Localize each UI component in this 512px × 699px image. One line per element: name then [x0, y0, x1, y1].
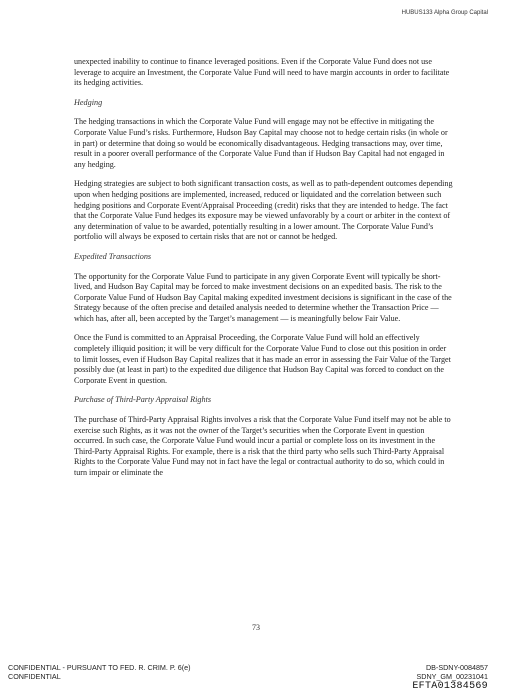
document-body	[74, 57, 454, 488]
footer-confidential-label: CONFIDENTIAL	[8, 672, 61, 681]
footer-bates	[416, 663, 488, 681]
paragraph-hedging-effectiveness: The hedging transactions in which the Corporate Value Fund will engage may not be effective in mitigating the Corporate Value Fund’s risks. Furthermore, Hudson Bay Capital may choose not to hedge certain risks (in whole or in part) or determine that doing so would be economically disadvantageous. Hedging transactions may, over time, result in a poorer overall performance of the Corporate Value Fund than if Hudson Bay Capital had not engaged in any hedging.	[74, 117, 448, 169]
section-heading-expedited: Expedited Transactions	[74, 251, 152, 261]
footer-confidential-notice: CONFIDENTIAL - PURSUANT TO FED. R. CRIM. P. 6(e)	[8, 663, 191, 672]
page-number: 73	[252, 623, 260, 632]
bates-number-db: DB-SDNY-0084857	[425, 663, 488, 672]
footer-confidentiality	[8, 663, 191, 681]
bates-number-sdny: SDNY_GM_00231041	[416, 672, 488, 681]
paragraph-illiquid-position: Once the Fund is committed to an Appraisal Proceeding, the Corporate Value Fund will hold an effectively completely illiquid position; it will be very difficult for the Corporate Value Fund to close out this position in order to limit losses, even if Hudson Bay Capital realizes that it has made an error in assessing the Fair Value of the Target possibly due (at least in part) to the expedited due diligence that Hudson Bay Capital was forced to conduct on the Corporate Event in question.	[74, 333, 451, 385]
section-heading-hedging: Hedging	[74, 97, 103, 107]
document-header-tag: HUBUS133 Alpha Group Capital	[401, 10, 488, 16]
paragraph-hedging-strategies: Hedging strategies are subject to both significant transaction costs, as well as to path-dependent outcomes depending upon when hedging positions are implemented, increased, reduced or liquidated and the correlation between such hedging positions and Corporate Event/Appraisal Proceeding (credit) risks that they are intended to hedge. The fact that the Corporate Value Fund hedges its exposure may be viewed unfavorably by a court or arbiter in the context of any determination of value to be awarded, potentially resulting in a lower amount. The Corporate Value Fund’s portfolio will always be exposed to certain risks that are not or cannot be hedged.	[74, 179, 453, 242]
paragraph-leverage: unexpected inability to continue to finance leveraged positions. Even if the Corporate Value Fund does not use leverage to acquire an Investment, the Corporate Value Fund will need to have margin accounts in order to facilitate its hedging activities.	[74, 57, 450, 88]
section-heading-purchase: Purchase of Third-Party Appraisal Rights	[74, 395, 212, 405]
paragraph-third-party-rights: The purchase of Third-Party Appraisal Rights involves a risk that the Corporate Value Fund itself may not be able to exercise such Rights, as it was not the owner of the Target’s securities when the Corporate Event in question occurred. In such case, the Corporate Value Fund would incur a partial or complete loss on its investment in the Third-Party Appraisal Rights. For example, there is a risk that the third party who sells such Third-Party Appraisal Rights to the Corporate Value Fund may not in fact have the legal or contractual authority to do so, which could in turn impair or eliminate the	[74, 415, 451, 477]
paragraph-expedited-opportunity: The opportunity for the Corporate Value Fund to participate in any given Corporate Event will typically be short-lived, and Hudson Bay Capital may be forced to make investment decisions on an expedited basis. The risk to the Corporate Value Fund of Hudson Bay Capital making expedited investment decisions is significant in the case of the Strategy because of the often precise and detailed analysis needed to determine whether the Transaction Price — which has, after all, been accepted by the Target’s management — is meaningfully below Fair Value.	[74, 271, 452, 323]
efta-stamp: EFTA01384569	[412, 681, 488, 692]
